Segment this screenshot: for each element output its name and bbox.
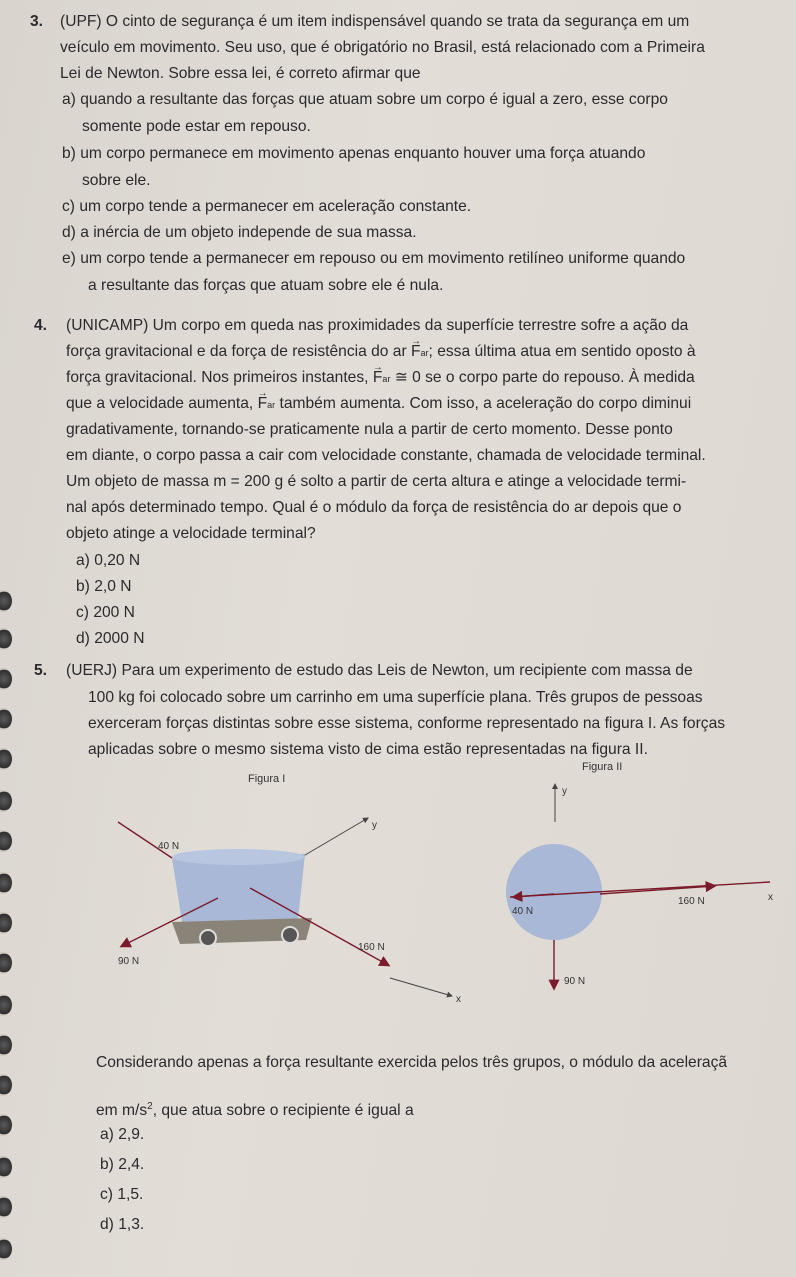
y-axis-label: y — [372, 820, 377, 831]
option-b[interactable]: b) 2,4. — [100, 1156, 145, 1173]
x-axis-label: x — [768, 892, 773, 903]
force-160n-label: 160 N — [678, 896, 705, 907]
question-text: exerceram forças distintas sobre esse sistema, conforme representado na figura I. As forças — [88, 715, 726, 732]
figure-1 — [100, 770, 480, 1010]
binder-ring — [0, 708, 12, 730]
binder-ring — [0, 1114, 12, 1136]
question-text: objeto atinge a velocidade terminal? — [66, 525, 316, 542]
y-axis-label: y — [562, 786, 567, 797]
option-a[interactable]: a) quando a resultante das forças que atuam sobre um corpo é igual a zero, esse corpo — [62, 91, 668, 108]
question-text: em diante, o corpo passa a cair com velocidade constante, chamada de velocidade terminal. — [66, 447, 706, 464]
option-e[interactable]: e) um corpo tende a permanecer em repouso ou em movimento retilíneo uniforme quando — [62, 250, 686, 267]
force-40n-label: 40 N — [512, 906, 534, 917]
option-b[interactable]: b) 2,0 N — [76, 578, 132, 595]
binder-ring — [0, 790, 12, 812]
option-e-cont: a resultante das forças que atuam sobre ele é nula. — [88, 277, 444, 294]
figure-2-title: Figura II — [582, 761, 623, 773]
option-a[interactable]: a) 2,9. — [100, 1126, 145, 1143]
force-40n-label: 40 N — [158, 841, 180, 852]
question-number: 3. — [30, 13, 44, 30]
wheel — [200, 930, 216, 946]
container-top — [172, 849, 304, 865]
binder-ring — [0, 668, 12, 690]
question-text: Um objeto de massa m = 200 g é solto a partir de certa altura e atinge a velocidade termi- — [66, 473, 687, 490]
binder-ring — [0, 1238, 12, 1260]
question-number: 4. — [34, 317, 48, 334]
option-b[interactable]: b) um corpo permanece em movimento apenas enquanto houver uma força atuando — [62, 145, 646, 162]
question-text: veículo em movimento. Seu uso, que é obrigatório no Brasil, está relacionado com a Primeira — [60, 39, 705, 56]
question-text: Considerando apenas a força resultante exercida pelos três grupos, o módulo da aceleraçã — [96, 1054, 728, 1071]
question-text: (UPF) O cinto de segurança é um item indispensável quando se trata da segurança em um — [60, 13, 690, 30]
binder-ring — [0, 1074, 12, 1096]
question-text: gradativamente, tornando-se praticamente nula a partir de certo momento. Desse ponto — [66, 421, 673, 438]
y-axis — [300, 818, 368, 858]
binder-ring — [0, 1034, 12, 1056]
binder-ring — [0, 590, 12, 612]
option-c[interactable]: c) 200 N — [76, 604, 135, 621]
option-a-cont: somente pode estar em repouso. — [82, 118, 311, 135]
question-text: Lei de Newton. Sobre essa lei, é correto afirmar que — [60, 65, 421, 82]
vector-f: → F — [373, 368, 383, 388]
question-text: (UERJ) Para um experimento de estudo das Leis de Newton, um recipiente com massa de — [66, 662, 693, 679]
force-160n-label: 160 N — [358, 942, 385, 953]
question-number: 5. — [34, 662, 48, 679]
question-text: força gravitacional e da força de resistência do ar → Far; essa última atua em sentido oposto à — [66, 342, 696, 363]
question-text: (UNICAMP) Um corpo em queda nas proximidades da superfície terrestre sofre a ação da — [66, 317, 689, 334]
question-text: força gravitacional. Nos primeiros instantes, → Far ≅ 0 se o corpo parte do repouso. À medida — [66, 368, 695, 389]
figure-2 — [500, 752, 796, 1002]
option-c[interactable]: c) 1,5. — [100, 1186, 144, 1203]
binder-ring — [0, 994, 12, 1016]
binder-ring — [0, 748, 12, 770]
binder-ring — [0, 1156, 12, 1178]
force-40n-line — [118, 822, 172, 858]
binder-ring — [0, 628, 12, 650]
x-axis-label: x — [456, 994, 461, 1005]
question-text: nal após determinado tempo. Qual é o módulo da força de resistência do ar depois que o — [66, 499, 682, 516]
binder-ring — [0, 830, 12, 852]
force-90n-label: 90 N — [118, 956, 140, 967]
force-90n-label: 90 N — [564, 976, 586, 987]
option-b-cont: sobre ele. — [82, 172, 151, 189]
question-text: aplicadas sobre o mesmo sistema visto de cima estão representadas na figura II. — [88, 741, 648, 758]
option-c[interactable]: c) um corpo tende a permanecer em aceleração constante. — [62, 198, 472, 215]
binder-ring — [0, 952, 12, 974]
wheel — [282, 927, 298, 943]
question-text: que a velocidade aumenta, → Far também aumenta. Com isso, a aceleração do corpo diminui — [66, 394, 691, 415]
vector-f: → F — [258, 394, 268, 414]
question-text: 100 kg foi colocado sobre um carrinho em uma superfície plana. Três grupos de pessoas — [88, 689, 703, 706]
option-a[interactable]: a) 0,20 N — [76, 552, 141, 569]
question-text: em $m/s^2$, que atua sobre o recipiente é igual a — [96, 1101, 414, 1120]
option-d[interactable]: d) 1,3. — [100, 1216, 145, 1233]
vector-f: → F — [411, 342, 421, 362]
binder-ring — [0, 1196, 12, 1218]
option-d[interactable]: d) a inércia de um objeto independe de sua massa. — [62, 224, 417, 241]
binder-ring — [0, 872, 12, 894]
option-d[interactable]: d) 2000 N — [76, 630, 145, 647]
figure-1-title: Figura I — [248, 773, 286, 785]
binder-ring — [0, 912, 12, 934]
force-160n-arrow — [600, 886, 714, 894]
x-axis — [390, 978, 452, 996]
